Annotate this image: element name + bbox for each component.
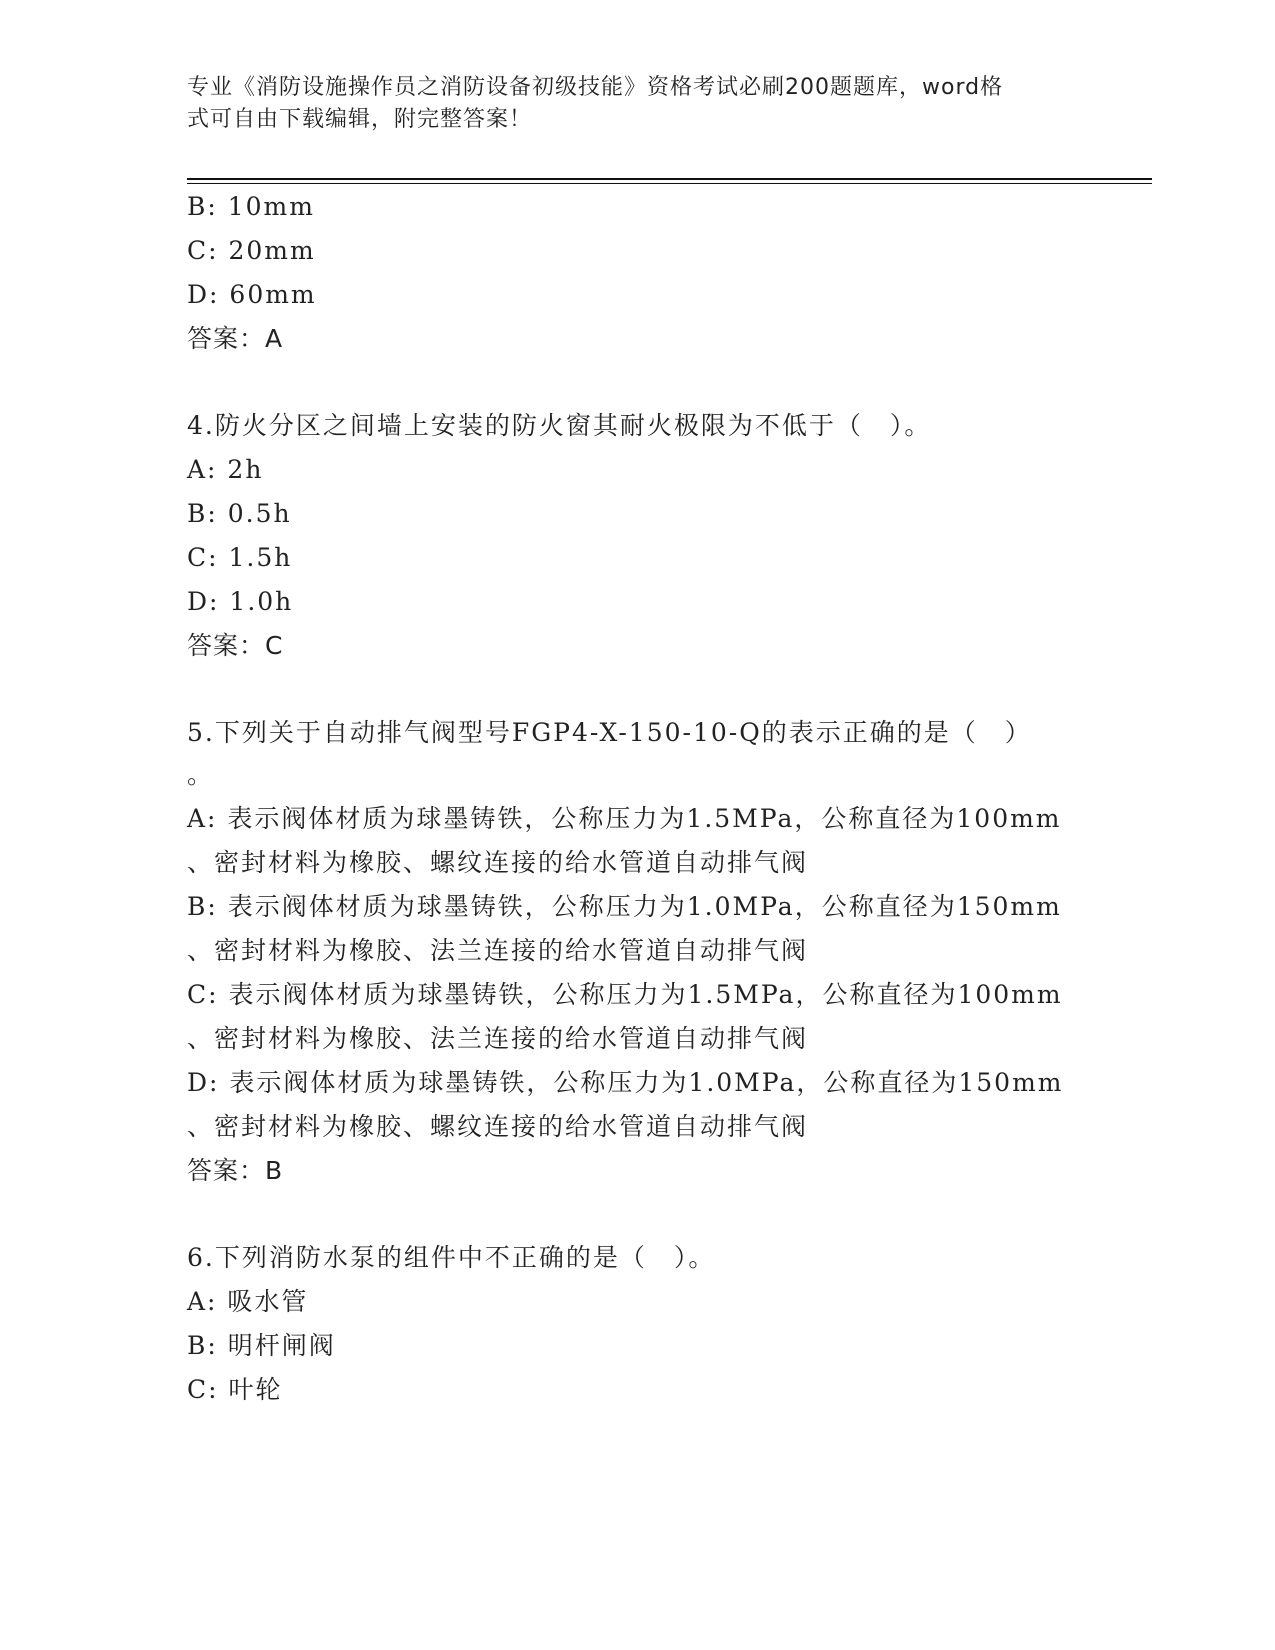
q4-option-c: C: 1.5h [187,543,293,572]
q3-option-d: D: 60mm [187,280,317,309]
q4-question: 4.防火分区之间墙上安装的防火窗其耐火极限为不低于（ ）。 [187,411,932,440]
q3-answer: 答案：A [187,324,284,353]
header-line-2: 式可自由下载编辑，附完整答案！ [187,107,533,132]
q4-answer: 答案：C [187,631,284,660]
q5-option-b-line-2: 、密封材料为橡胶、法兰连接的给水管道自动排气阀 [187,936,809,965]
q5-option-d-line-1: D: 表示阀体材质为球墨铸铁，公称压力为1.0MPa，公称直径为150mm [187,1068,1064,1097]
q5-option-d-line-2: 、密封材料为橡胶、螺纹连接的给水管道自动排气阀 [187,1112,809,1141]
q5-question-line-2: 。 [187,760,215,789]
header-line-1: 专业《消防设施操作员之消防设备初级技能》资格考试必刷200题题库，word格 [187,75,1004,100]
q5-option-c-line-2: 、密封材料为橡胶、法兰连接的给水管道自动排气阀 [187,1024,809,1053]
q5-option-c-line-1: C: 表示阀体材质为球墨铸铁，公称压力为1.5MPa，公称直径为100mm [187,980,1063,1009]
header-divider-thin [187,183,1152,184]
q4-option-b: B: 0.5h [187,499,292,528]
q5-option-b-line-1: B: 表示阀体材质为球墨铸铁，公称压力为1.0MPa，公称直径为150mm [187,892,1062,921]
header-divider-thick [187,178,1152,180]
q5-option-a-line-2: 、密封材料为橡胶、螺纹连接的给水管道自动排气阀 [187,848,809,877]
q5-option-a-line-1: A: 表示阀体材质为球墨铸铁，公称压力为1.5MPa，公称直径为100mm [187,804,1062,833]
q6-question: 6.下列消防水泵的组件中不正确的是（ ）。 [187,1243,716,1272]
q6-option-a: A: 吸水管 [187,1287,309,1316]
q6-option-b: B: 明杆闸阀 [187,1331,336,1360]
q4-option-a: A: 2h [187,455,264,484]
q3-option-b: B: 10mm [187,192,315,221]
q5-answer: 答案：B [187,1156,284,1185]
q4-option-d: D: 1.0h [187,587,294,616]
q3-option-c: C: 20mm [187,236,316,265]
q5-question-line-1: 5.下列关于自动排气阀型号FGP4-X-150-10-Q的表示正确的是（ ） [187,718,1032,747]
document-header [187,72,1087,136]
q6-option-c: C: 叶轮 [187,1375,283,1404]
